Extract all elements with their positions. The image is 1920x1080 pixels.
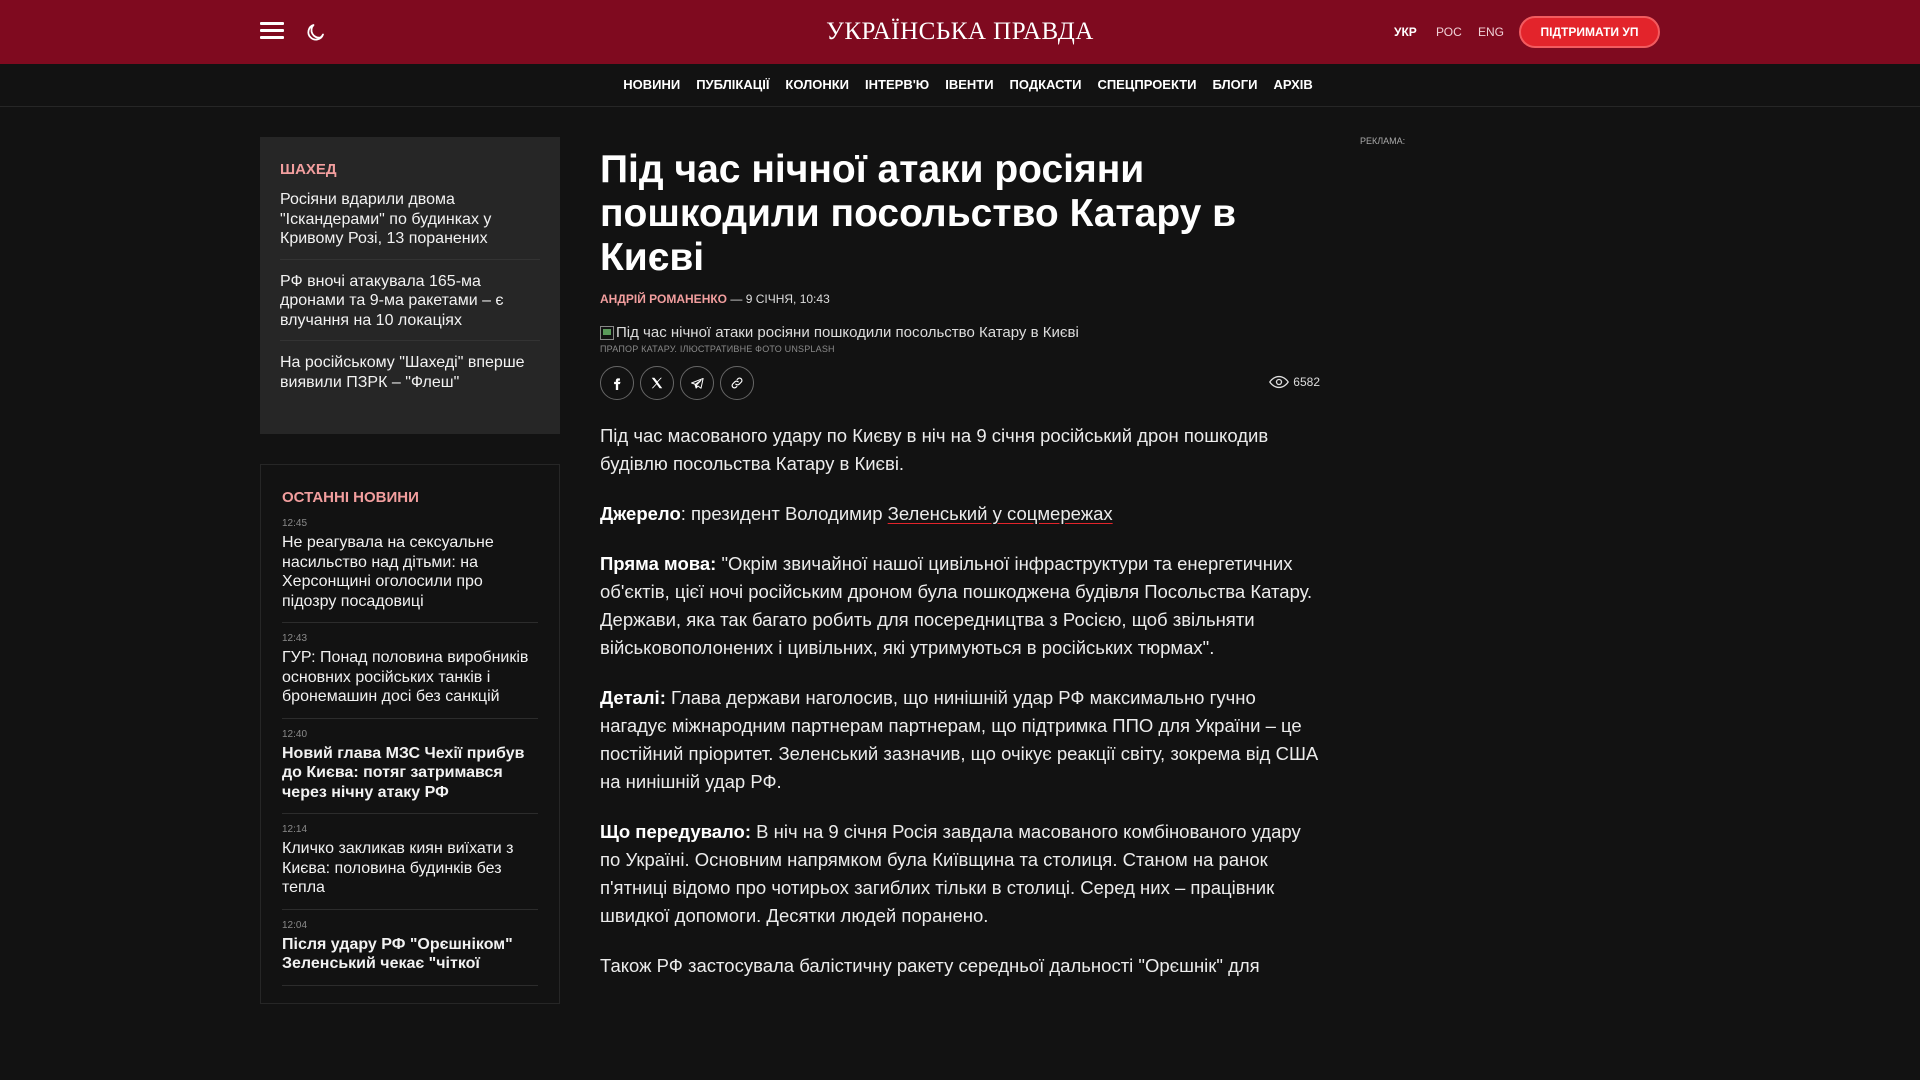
ads-label: РЕКЛАМА:: [1360, 136, 1406, 146]
x-icon[interactable]: [640, 366, 674, 400]
view-count: [1269, 375, 1320, 389]
author-link[interactable]: АНДРІЙ РОМАНЕНКО: [600, 292, 728, 306]
quote-text: "Окрім звичайної нашої цивільної інфраструктури та енергетичних об'єктів, цієї ночі російським дроном була пошкоджена будівля Посольства Катару. Держави, яка так багато робить для посередництва з Росією, щоб звільняти військовополонених і цивільних, які утримуються в російських тюрмах".: [600, 553, 1313, 658]
nav-columns[interactable]: КОЛОНКИ: [785, 77, 850, 92]
menu-icon[interactable]: [260, 22, 284, 42]
latest-news-box: [260, 464, 560, 1004]
eye-icon: [1269, 375, 1289, 389]
news-item[interactable]: [282, 518, 538, 623]
topic-item[interactable]: Росіяни вдарили двома "Іскандерами" по будинках у Кривому Розі, 13 поранених: [280, 190, 540, 260]
lang-eng[interactable]: ENG: [1478, 25, 1505, 39]
main-nav: [0, 64, 1920, 107]
news-title[interactable]: Не реагувала на сексуальне насильство над дітьми: на Херсонщині оголосили про підозру посадовиці: [282, 534, 494, 610]
nav-interviews[interactable]: ІНТЕРВ'Ю: [865, 77, 930, 92]
link-icon[interactable]: [720, 366, 754, 400]
nav-news[interactable]: НОВИНИ: [623, 77, 681, 92]
nav-events[interactable]: ІВЕНТИ: [945, 77, 994, 92]
news-title[interactable]: Новий глава МЗС Чехії прибув до Києва: потяг затримався через нічну атаку РФ: [282, 744, 525, 801]
byline: [600, 292, 1320, 306]
news-item[interactable]: [282, 920, 538, 986]
news-item[interactable]: [282, 824, 538, 910]
topic-box: [260, 137, 560, 434]
quote-paragraph: [600, 550, 1320, 662]
news-item[interactable]: [282, 633, 538, 719]
context-text: В ніч на 9 січня Росія завдала масованого комбінованого удару по Україні. Основним напрямком була Київщина та столиця. Станом на ранок п'ятниці відомо про чотирьох загиблих тільки в столиці. Серед них – працівник швидкої допомоги. Десятки людей поранено.: [600, 821, 1301, 926]
topic-item[interactable]: РФ вночі атакувала 165-ма дронами та 9-ма ракетами – є влучання на 10 локаціях: [280, 272, 540, 342]
support-button[interactable]: ПІДТРИМАТИ УП: [1519, 16, 1660, 48]
nav-blogs[interactable]: БЛОГИ: [1212, 77, 1258, 92]
source-label: Джерело: [600, 503, 681, 524]
facebook-icon[interactable]: [600, 366, 634, 400]
byline-sep: —: [730, 292, 746, 306]
news-title[interactable]: Після удару РФ "Орєшніком" Зеленський чекає "чіткої: [282, 935, 513, 972]
view-count-value: 6582: [1293, 375, 1320, 389]
broken-image-icon: [600, 326, 614, 340]
top-bar: [0, 0, 1920, 64]
article-paragraph: Також РФ застосувала балістичну ракету середньої дальності "Орєшнік" для: [600, 955, 1260, 976]
news-time: 12:14: [282, 824, 308, 835]
latest-news-title[interactable]: ОСТАННІ НОВИНИ: [282, 489, 419, 506]
news-time: 12:40: [282, 728, 308, 740]
quote-label: Пряма мова:: [600, 553, 717, 574]
news-title[interactable]: Кличко закликав киян виїхати з Києва: половина будинків без тепла: [282, 840, 514, 896]
context-paragraph: [600, 818, 1320, 930]
telegram-icon[interactable]: [680, 366, 714, 400]
details-text: Глава держави наголосив, що нинішній удар РФ максимально гучно нагадує міжнародним партнерам партнерам, що підтримка ППО для України – це постійний пріоритет. Зеленський зазначив, що очікує реакції світу, зокрема від США на нинішній удар РФ.: [600, 687, 1319, 792]
share-row: [600, 366, 1320, 400]
news-time: 12:43: [282, 633, 308, 644]
article-date: 9 СІЧНЯ, 10:43: [745, 292, 830, 306]
nav-archive[interactable]: АРХІВ: [1273, 77, 1313, 92]
article-image: [600, 324, 1320, 341]
source-text: : президент Володимир: [680, 503, 888, 524]
lang-ros[interactable]: РОС: [1436, 25, 1462, 39]
details-paragraph: [600, 684, 1320, 796]
news-title[interactable]: ГУР: Понад половина виробників основних російських танків і бронемашин досі без санкцій: [282, 649, 529, 705]
image-alt-text: Під час нічної атаки росіяни пошкодили посольство Катару в Києві: [616, 324, 1079, 341]
topic-title[interactable]: ШАХЕД: [280, 161, 337, 178]
source-link[interactable]: Зеленський у соцмережах: [887, 503, 1113, 524]
news-time: 12:45: [282, 518, 308, 529]
article-title: Під час нічної атаки росіяни пошкодили посольство Катару в Києві: [600, 148, 1237, 279]
image-caption: ПРАПОР КАТАРУ. ІЛЮСТРАТИВНЕ ФОТО UNSPLASH: [600, 344, 835, 354]
nav-specprojects[interactable]: СПЕЦПРОЕКТИ: [1097, 77, 1197, 92]
news-time: 12:04: [282, 919, 308, 931]
news-item[interactable]: [282, 729, 538, 815]
article: [600, 140, 1320, 993]
nav-publications[interactable]: ПУБЛІКАЦІЇ: [696, 77, 770, 92]
topic-item[interactable]: На російському "Шахеді" вперше виявили ПЗРК – "Флеш": [280, 354, 525, 391]
context-label: Що передувало:: [600, 821, 751, 842]
nav-podcasts[interactable]: ПОДКАСТИ: [1009, 77, 1082, 92]
site-logo[interactable]: УКРАЇНСЬКА ПРАВДА: [826, 18, 1094, 45]
details-label: Деталі:: [600, 687, 666, 708]
article-paragraph: Під час масованого удару по Києву в ніч на 9 січня російський дрон пошкодив будівлю посольства Катару в Києві.: [600, 425, 1269, 474]
source-paragraph: [600, 500, 1320, 528]
lang-ukr[interactable]: УКР: [1394, 25, 1417, 39]
moon-icon[interactable]: [304, 20, 328, 44]
